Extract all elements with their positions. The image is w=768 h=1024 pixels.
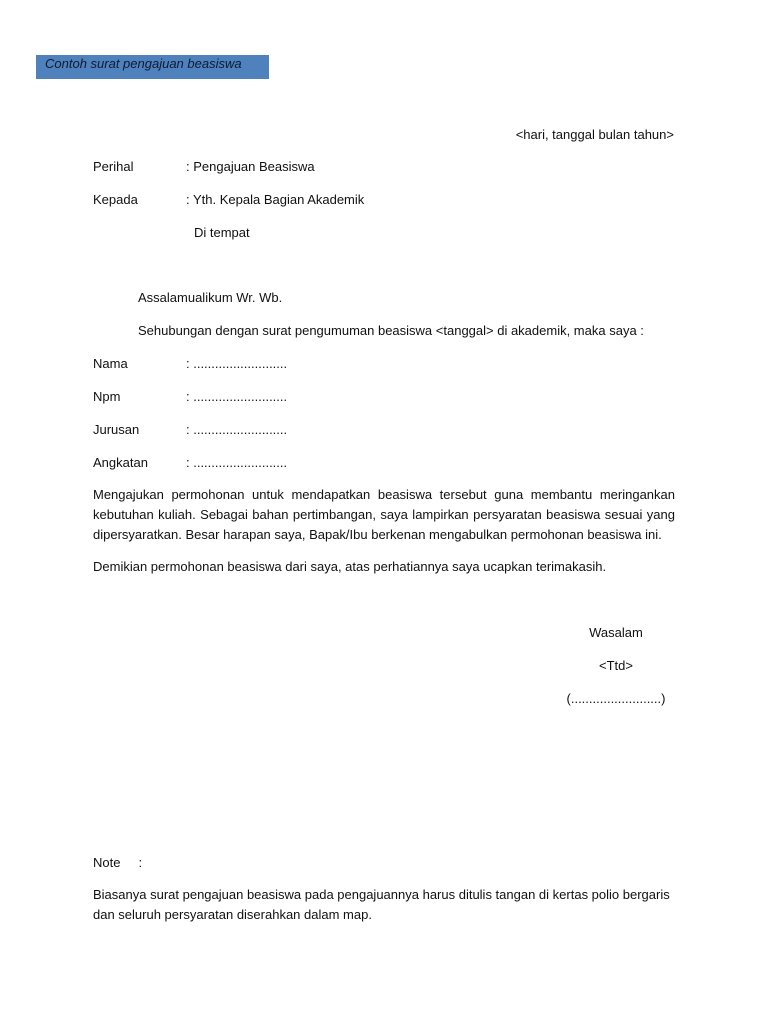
perihal-label: Perihal: [93, 159, 134, 174]
field-label-npm: Npm: [93, 389, 121, 404]
field-label-nama: Nama: [93, 356, 128, 371]
field-label-jurusan: Jurusan: [93, 422, 140, 437]
greeting: Assalamualikum Wr. Wb.: [138, 290, 283, 305]
request-paragraph: Mengajukan permohonan untuk mendapatkan beasiswa tersebut guna membantu meringankan kebutuhan kuliah. Sebagai bahan pertimbangan, saya lampirkan persyaratan beasiswa sesuai yang dipersyaratkan. Besar harapan saya, Bapak/Ibu berkenan mengabulkan permohonan beasiswa ini.: [93, 487, 675, 542]
field-value-jurusan: : ..........................: [186, 422, 288, 437]
field-value-angkatan: : ..........................: [186, 455, 288, 470]
field-value-npm: : ..........................: [186, 389, 288, 404]
perihal-value: : Pengajuan Beasiswa: [186, 159, 315, 174]
field-value-nama: : ..........................: [186, 356, 288, 371]
intro-line: Sehubungan dengan surat pengumuman beasiswa <tanggal> di akademik, maka saya :: [138, 323, 644, 338]
date-placeholder: <hari, tanggal bulan tahun>: [515, 127, 674, 142]
closing-paragraph: Demikian permohonan beasiswa dari saya, atas perhatiannya saya ucapkan terimakasih.: [93, 559, 607, 574]
title-banner: [36, 55, 269, 79]
note-label: Note :: [93, 855, 143, 870]
wasalam-text: Wasalam: [589, 625, 643, 640]
kepada-label: Kepada: [93, 192, 138, 207]
kepada-place: Di tempat: [194, 225, 250, 240]
kepada-value: : Yth. Kepala Bagian Akademik: [186, 192, 365, 207]
banner-title: Contoh surat pengajuan beasiswa: [45, 56, 242, 71]
field-label-angkatan: Angkatan: [93, 455, 148, 470]
name-line: (.........................): [566, 691, 666, 706]
signature-placeholder: <Ttd>: [599, 658, 633, 673]
note-text: Biasanya surat pengajuan beasiswa pada pengajuannya harus ditulis tangan di kertas polio bergaris dan seluruh persyaratan diserahkan dalam map.: [93, 887, 670, 922]
